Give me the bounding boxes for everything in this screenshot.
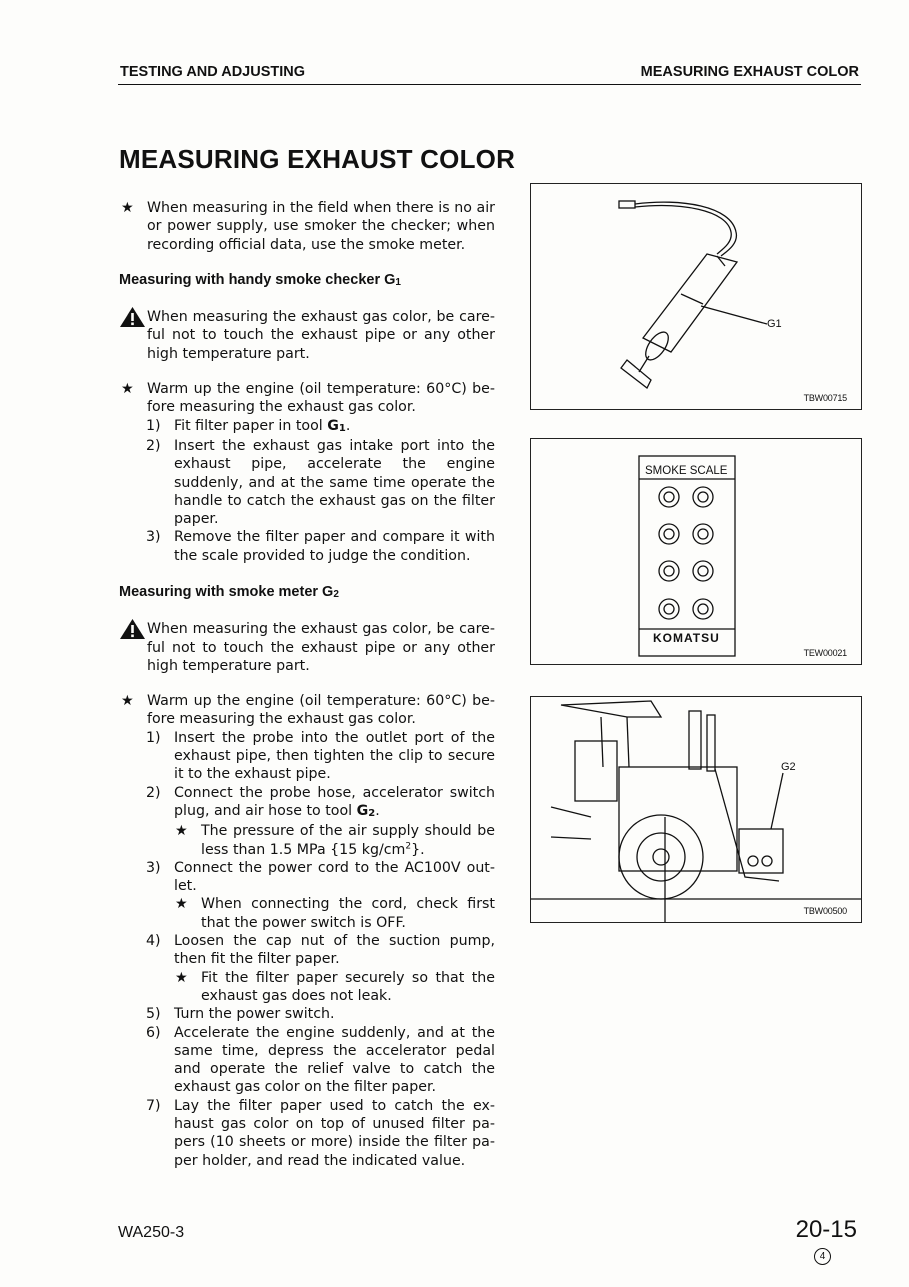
list-item: [119, 729, 495, 784]
figure-smoke-checker: [530, 183, 862, 410]
footer-model: WA250-3: [118, 1224, 185, 1241]
section-1-note: [119, 380, 495, 417]
brand-logo: KOMATSU: [653, 631, 720, 645]
figure-code: TBW00715: [803, 393, 847, 403]
section-1-steps: [119, 417, 495, 565]
page-number: 20-15: [795, 1216, 857, 1243]
section-1-heading-text: Measuring with handy smoke checker G: [119, 271, 396, 288]
star-icon: ★: [175, 969, 188, 986]
step-number: 1): [146, 417, 161, 434]
step-note: [174, 895, 495, 932]
scale-title: SMOKE SCALE: [645, 465, 728, 477]
list-item: [119, 1097, 495, 1170]
list-item: [119, 1024, 495, 1097]
list-item: [119, 859, 495, 932]
step-note-text: Fit the filter paper securely so that the exhaust gas does not leak.: [201, 969, 495, 1004]
figure-smoke-meter: [530, 696, 862, 923]
list-item: 1) Fit filter paper in tool $G_1$.: [146, 417, 351, 434]
step-text: Loosen the cap nut of the suction pump, then fit the filter paper.: [174, 933, 495, 968]
revision-badge: 4: [814, 1248, 831, 1265]
step-note-text: The pressure of the air supply should be less than 1.5 MPa {15 kg/cm: [201, 823, 495, 858]
star-icon: ★: [121, 693, 134, 710]
star-icon: ★: [121, 200, 134, 216]
callout-g2: G2: [781, 761, 796, 773]
step-text: Connect the probe hose, accelerator switch plug, and air hose to tool: [174, 784, 495, 819]
figure-code: TBW00500: [803, 906, 847, 916]
scale-circles: [659, 487, 713, 619]
step-number: 5): [146, 1006, 161, 1023]
step-text: Fit filter paper in tool: [174, 417, 328, 434]
step-note: ★ The pressure of the air supply should be less than 1.5 MPa {15 $kg/cm^2$}.: [175, 823, 495, 858]
section-2-note: [119, 692, 495, 729]
step-text: Remove the filter paper and compare it with the scale provided to judge the condition.: [174, 529, 495, 564]
step-text: Connect the power cord to the AC100V out-let.: [174, 859, 495, 895]
warning-triangle-icon: [119, 306, 146, 328]
list-item: [119, 528, 495, 565]
intro-note-text: When measuring in the field when there is no air or power supply, use smoker the checker; when recording official data, use the smoke meter.: [147, 200, 495, 253]
step-text: Accelerate the engine suddenly, and at the same time, depress the accelerator pedal and operate the relief valve to catch the exhaust gas color on the filter paper.: [174, 1024, 495, 1096]
list-item: [119, 437, 495, 528]
step-text: Insert the probe into the outlet port of the exhaust pipe, then tighten the clip to secure it to the exhaust pipe.: [174, 729, 495, 783]
step-number: 2): [146, 784, 161, 801]
star-icon: ★: [121, 381, 134, 398]
page-title: MEASURING EXHAUST COLOR: [119, 144, 516, 174]
section-2-heading-text: Measuring with smoke meter G: [119, 584, 334, 600]
tool-ref: $G_2$: [356, 802, 376, 819]
section-2-note-text: Warm up the engine (oil temperature: 60°C) be-fore measuring the exhaust gas color.: [147, 693, 495, 728]
section-2-column: [119, 583, 495, 1170]
intro-note: [119, 199, 495, 254]
figure-code: TEW00021: [803, 648, 847, 658]
tool-ref: $G_1$: [327, 417, 346, 434]
step-number: 4): [146, 933, 161, 950]
step-number: 6): [146, 1024, 161, 1041]
step-number: 2): [146, 437, 161, 454]
section-1-note-text: Warm up the engine (oil temperature: 60°C) be-fore measuring the exhaust gas color.: [147, 381, 495, 416]
figure-smoke-scale: [530, 438, 862, 665]
callout-g1: G1: [767, 318, 782, 330]
header-rule: [118, 84, 861, 85]
section-1-column: [119, 199, 495, 565]
star-icon: ★: [175, 896, 188, 913]
warning-triangle-icon: [119, 618, 146, 640]
step-number: 3): [146, 859, 161, 876]
step-number: 3): [146, 529, 161, 546]
step-text: Lay the filter paper used to catch the ex-haust gas color on top of unused filter pa-pers (10 sheets or more) inside the filter pa-per holder, and read the indicated value.: [174, 1097, 495, 1169]
section-1-heading-sub: 1: [395, 276, 401, 288]
step-note-text: When connecting the cord, check first that the power switch is OFF.: [201, 896, 495, 931]
list-item: 2) Connect the probe hose, accelerator switch plug, and air hose to tool $G_2$. ★ The pressure of the air supply should be less than 1.5 MPa {15 $kg/cm^2$}.: [146, 784, 495, 858]
section-2-warning: [119, 620, 495, 675]
step-number: 1): [146, 729, 161, 746]
section-1-warning-text: When measuring the exhaust gas color, be care-ful not to touch the exhaust pipe or any other high temperature part.: [147, 309, 495, 362]
smoke-checker-illustration: [531, 184, 861, 409]
section-2-heading: [119, 583, 495, 603]
step-text: Turn the power switch.: [174, 1006, 335, 1023]
header-page-topic: MEASURING EXHAUST COLOR: [640, 64, 859, 80]
list-item: [119, 1005, 495, 1023]
header-section-title: TESTING AND ADJUSTING: [120, 64, 306, 80]
section-1-heading: [119, 271, 495, 291]
section-2-warning-text: When measuring the exhaust gas color, be care-ful not to touch the exhaust pipe or any other high temperature part.: [147, 621, 495, 674]
step-number: 7): [146, 1097, 161, 1114]
section-2-steps: [119, 729, 495, 1170]
section-2-heading-sub: 2: [333, 589, 339, 600]
step-note: [174, 969, 495, 1006]
loader-smoke-meter-illustration: [531, 697, 861, 922]
list-item: [119, 932, 495, 1005]
step-text: Insert the exhaust gas intake port into the exhaust pipe, accelerate the engine suddenly, and at the same time operate the handle to catch the exhaust gas on the filter paper.: [174, 437, 495, 528]
star-icon: ★: [175, 823, 188, 840]
section-1-warning: [119, 308, 495, 363]
